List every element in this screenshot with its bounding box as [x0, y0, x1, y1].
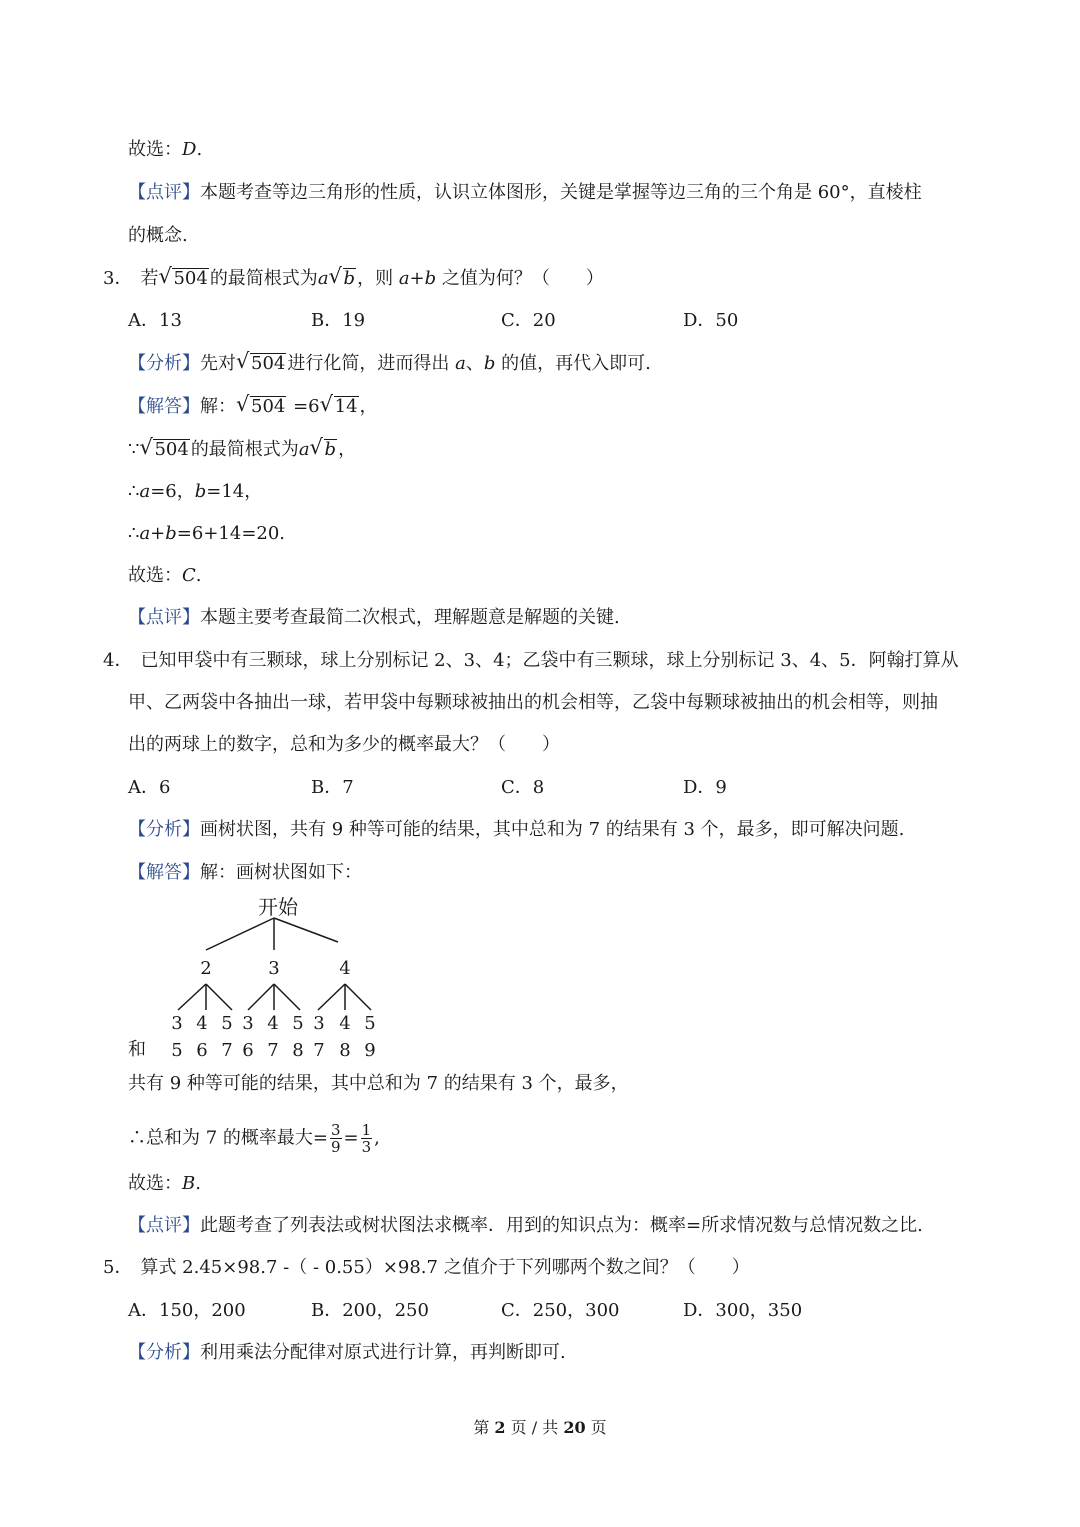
var-b: b: [194, 481, 207, 502]
review-line-2: [128, 224, 188, 248]
question-4-line-3: [128, 733, 560, 757]
analysis-text: 利用乘法分配律对原式进行计算，再判断即可.: [200, 1342, 566, 1363]
tree-branches-level-2: [178, 984, 371, 1010]
footer-text: 页: [585, 1418, 607, 1437]
tree-sum: 7: [267, 1040, 279, 1061]
therefore-symbol: ∴: [128, 481, 140, 502]
tree-node-first: 3: [268, 958, 280, 979]
option-b: B．200，250: [311, 1300, 429, 1321]
because-symbol: ∵: [128, 439, 140, 460]
review-tag: 【点评】: [128, 182, 200, 203]
question-text: 已知甲袋中有三颗球，球上分别标记 2、3、4；乙袋中有三颗球，球上分别标记 3、4、5．阿翰打算从: [140, 650, 959, 671]
choose-line: [128, 1172, 201, 1196]
choose-prefix: 故选：: [128, 1173, 182, 1194]
analysis-text: 先对: [200, 353, 236, 374]
var-b: b: [324, 439, 337, 460]
var-a: a: [455, 353, 466, 374]
tree-sum: 7: [313, 1040, 325, 1061]
option-a: A．6: [128, 777, 171, 798]
tree-node-first: 2: [200, 958, 212, 979]
tree-sum-label: 和: [128, 1039, 146, 1060]
tree-root: 开始: [258, 895, 298, 919]
footer-text: 第: [473, 1418, 495, 1437]
page-footer: [0, 1415, 1080, 1438]
tree-node-second: 5: [221, 1013, 233, 1034]
answer-line: [128, 392, 378, 419]
tree-node-first: 4: [339, 958, 351, 979]
because-text: 的最简根式为: [190, 439, 299, 460]
answer-text: 解：画树状图如下：: [200, 862, 362, 883]
result-text: 共有 9 种等可能的结果，其中总和为 7 的结果有 3 个，最多，: [128, 1073, 629, 1094]
analysis-text: 画树状图，共有 9 种等可能的结果，其中总和为 7 的结果有 3 个，最多，即可解决问题.: [200, 819, 905, 840]
choose-end: .: [195, 565, 202, 586]
question-3: [103, 264, 604, 291]
sqrt-504: √ 504: [236, 392, 286, 417]
tree-node-second: 3: [242, 1013, 254, 1034]
review-line: [128, 181, 922, 205]
page-total: 20: [563, 1418, 586, 1437]
sqrt-504: √ 504: [236, 349, 286, 374]
choose-prefix: 故选：: [128, 139, 182, 160]
var-a: a: [317, 268, 329, 289]
choose-line: [128, 138, 202, 162]
question-4: [103, 649, 959, 673]
fraction-1-3: [361, 1122, 373, 1155]
analysis-tag: 【分析】: [128, 353, 200, 374]
question-number: 4．: [103, 650, 133, 671]
option-b: B．7: [311, 777, 354, 798]
punct: ，: [338, 439, 357, 460]
question-text: ，则: [357, 268, 399, 289]
choose-answer: C: [182, 565, 196, 586]
punct: ，: [359, 396, 378, 417]
tree-sum: 8: [292, 1040, 304, 1061]
question-text: 出的两球上的数字，总和为多少的概率最大？（ ）: [128, 734, 560, 755]
var-b: b: [483, 353, 496, 374]
analysis-line: [128, 349, 651, 376]
analysis-text: 的值，再代入即可.: [495, 353, 651, 374]
tree-node-second: 4: [196, 1013, 208, 1034]
question-text: 之值为何？（ ）: [436, 268, 604, 289]
tree-node-second: 5: [292, 1013, 304, 1034]
numerator: 1: [361, 1121, 372, 1139]
tree-sum: 7: [221, 1040, 233, 1061]
tree-sum: 8: [339, 1040, 351, 1061]
answer-tag: 【解答】: [128, 396, 200, 417]
analysis-tag: 【分析】: [128, 819, 200, 840]
review-text: 的概念.: [128, 225, 188, 246]
numerator: 3: [330, 1121, 341, 1139]
option-d: D．9: [683, 777, 727, 798]
question-number: 5．: [103, 1257, 133, 1278]
tree-diagram: [120, 890, 400, 1070]
answer-line: [128, 861, 362, 885]
tree-node-second: 3: [313, 1013, 325, 1034]
expr-a-plus-b: a+b: [398, 268, 437, 289]
tree-sum: 9: [364, 1040, 376, 1061]
expr-a-plus-b: a+b: [139, 523, 177, 544]
result-line: [128, 1072, 629, 1096]
radicand: 14: [334, 396, 358, 417]
therefore-text: =14，: [206, 481, 263, 502]
page-number: 2: [494, 1418, 506, 1437]
review-text: 本题考查等边三角形的性质，认识立体图形，关键是掌握等边三角的三个角是 60°，直棱柱: [200, 182, 922, 203]
analysis-line: [128, 1341, 566, 1365]
option-a: A．13: [128, 310, 182, 331]
equals: =6: [287, 396, 320, 417]
review-text: 此题考查了列表法或树状图法求概率．用到的知识点为：概率=所求情况数与总情况数之比.: [200, 1215, 923, 1236]
review-tag: 【点评】: [128, 1215, 200, 1236]
choose-answer: B: [182, 1173, 196, 1194]
review-line: [128, 606, 620, 630]
sqrt-b: √ b: [309, 435, 337, 460]
therefore-line-1: [128, 480, 262, 504]
review-text: 本题主要考查最简二次根式，理解题意是解题的关键.: [200, 607, 620, 628]
therefore-text: =6，: [150, 481, 195, 502]
punct: ,: [374, 1127, 380, 1149]
sqrt-504: √ 504: [139, 435, 189, 460]
denominator: 3: [361, 1138, 372, 1156]
therefore-line-2: [128, 522, 285, 546]
answer-tag: 【解答】: [128, 862, 200, 883]
question-text: 若: [140, 268, 159, 289]
analysis-text: 进行化简，进而得出: [287, 353, 456, 374]
choose-answer: D: [182, 139, 197, 160]
question-5: [103, 1256, 750, 1280]
option-d: D．300，350: [683, 1300, 803, 1321]
radicand: 504: [251, 396, 286, 417]
therefore-text: =6+14=20.: [176, 523, 286, 544]
footer-text: 页 / 共: [505, 1418, 564, 1437]
tree-node-second: 4: [267, 1013, 279, 1034]
radicand: 504: [251, 353, 286, 374]
option-c: C．20: [501, 310, 556, 331]
choose-line: [128, 564, 202, 588]
var-a: a: [139, 481, 151, 502]
probability-line: [128, 1122, 380, 1155]
tree-node-second: 4: [339, 1013, 351, 1034]
tree-sum: 6: [242, 1040, 254, 1061]
radicand: 504: [173, 268, 208, 289]
sqrt-504: √ 504: [158, 264, 208, 289]
option-b: B．19: [311, 310, 366, 331]
choose-prefix: 故选：: [128, 565, 182, 586]
var-b: b: [343, 268, 356, 289]
therefore-text: ∴总和为 7 的概率最大=: [128, 1127, 328, 1149]
fraction-3-9: [330, 1122, 342, 1155]
tree-sum: 5: [171, 1040, 183, 1061]
because-line: [128, 435, 357, 462]
review-line: [128, 1214, 923, 1238]
sqrt-14: √ 14: [319, 392, 358, 417]
tree-node-second: 5: [364, 1013, 376, 1034]
question-text: 甲、乙两袋中各抽出一球，若甲袋中每颗球被抽出的机会相等，乙袋中每颗球被抽出的机会相等，则抽: [128, 692, 938, 713]
choose-end: .: [195, 1173, 201, 1194]
var-a: a: [298, 439, 310, 460]
tree-sum: 6: [196, 1040, 208, 1061]
question-text: 算式 2.45×98.7 -（ - 0.55）×98.7 之值介于下列哪两个数之间？（ ）: [140, 1257, 750, 1278]
question-text: 的最简根式为: [209, 268, 318, 289]
denominator: 9: [330, 1138, 341, 1156]
answer-prefix: 解：: [200, 396, 236, 417]
analysis-line: [128, 818, 904, 842]
question-number: 3．: [103, 268, 133, 289]
option-c: C．250，300: [501, 1300, 620, 1321]
tree-branches-level-1: [206, 918, 338, 950]
choose-end: .: [196, 139, 203, 160]
separator: 、: [465, 353, 484, 374]
analysis-tag: 【分析】: [128, 1342, 200, 1363]
equals: =: [343, 1127, 359, 1149]
therefore-symbol: ∴: [128, 523, 140, 544]
radicand: 504: [154, 439, 189, 460]
sqrt-b: √ b: [328, 264, 356, 289]
review-tag: 【点评】: [128, 607, 200, 628]
question-4-line-2: [128, 691, 938, 715]
option-c: C．8: [501, 777, 545, 798]
tree-node-second: 3: [171, 1013, 183, 1034]
option-a: A．150，200: [128, 1300, 246, 1321]
option-d: D．50: [683, 310, 739, 331]
